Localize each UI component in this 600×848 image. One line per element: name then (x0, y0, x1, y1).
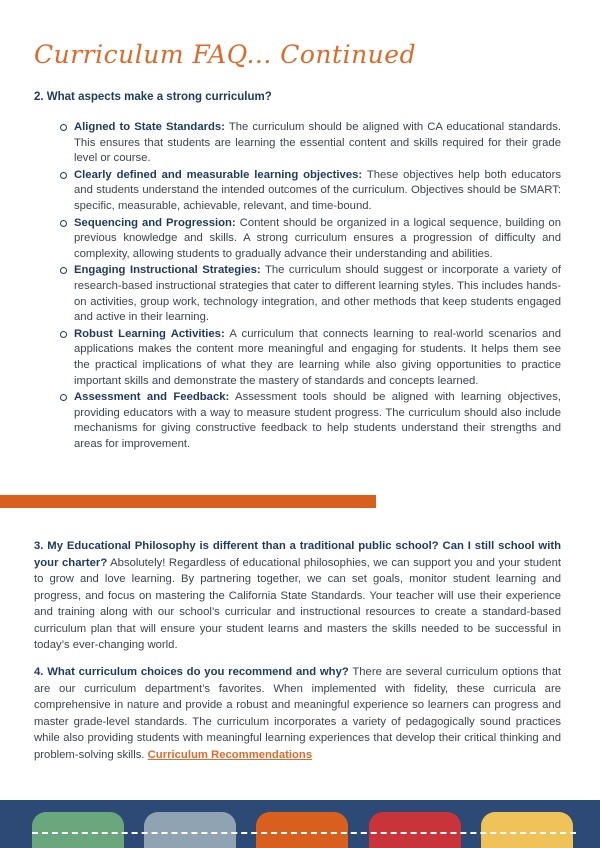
aspect-term: Assessment and Feedback: (74, 391, 230, 404)
list-item (58, 327, 561, 389)
aspect-text: Assessment tools should be aligned with learning objectives, providing educators with a way to measure student progress. The curriculum should also include mechanisms for giving constructive feedback to help students understand their strengths and areas for improvement. (74, 391, 561, 450)
list-item (58, 216, 561, 263)
question-3-paragraph (34, 538, 561, 654)
footer-tab-orange (256, 812, 348, 848)
curriculum-aspects-list (58, 120, 561, 453)
aspect-term: Clearly defined and measurable learning objectives: (74, 168, 363, 181)
list-item (58, 390, 561, 452)
footer-dashed-line (32, 832, 576, 834)
list-item (58, 263, 561, 325)
page-title: Curriculum FAQ... Continued (34, 40, 417, 69)
question-4-paragraph (34, 664, 561, 763)
aspect-term: Robust Learning Activities: (74, 327, 225, 340)
footer-tab-green (32, 812, 124, 848)
footer-banner (0, 800, 600, 848)
curriculum-recommendations-link[interactable]: Curriculum Recommendations (147, 748, 313, 761)
aspect-text: The curriculum should suggest or incorporate a variety of research-based instructional strategies that cater to different learning styles. This includes hands-on activities, group work, technology integration, and other methods that keep students engaged and active in their learning. (74, 264, 561, 324)
question-4-heading: 4. What curriculum choices do you recommend and why? (34, 666, 349, 678)
section-divider-bar (0, 495, 376, 508)
aspect-term: Aligned to State Standards: (74, 121, 225, 133)
circle-bullet-icon (60, 220, 67, 227)
question-4-answer: There are several curriculum options that are our curriculum department’s favorites. When implemented with fidelity, these curricula are comprehensive in nature and provide a robust and meaningful experience so learners can progress and master grade-level standards. The curriculum incorporates a variety of pedagogically sound practices while also providing students with meaningful learning experiences that develop their critical thinking and problem-solving skills. (34, 666, 561, 761)
list-item (58, 120, 561, 167)
aspect-text: The curriculum should be aligned with CA educational standards. This ensures that students are learning the essential content and skills required for their grade level or course. (74, 121, 561, 165)
footer-tab-gray (144, 812, 236, 848)
circle-bullet-icon (60, 394, 67, 401)
circle-bullet-icon (60, 124, 67, 131)
question-3-heading: 3. My Educational Philosophy is different than a traditional public school? Can I still school with your charter? (34, 540, 561, 569)
aspect-text: Content should be organized in a logical sequence, building on previous knowledge and skills. A strong curriculum ensures a progression of difficulty and complexity, allowing students to gradually advance their understanding and abilities. (74, 216, 561, 260)
aspect-text: A curriculum that connects learning to real-world scenarios and applications makes the content more meaningful and engaging for students. It helps them see the practical implications of what they are learning while also giving opportunities to practice important skills and demonstrate the mastery of standards and concepts learned. (74, 327, 561, 387)
list-item (58, 168, 561, 215)
question-2-heading: 2. What aspects make a strong curriculum? (34, 91, 272, 103)
circle-bullet-icon (60, 267, 67, 274)
question-3-answer: Absolutely! Regardless of educational philosophies, we can support you and your student to grow and love learning. By partnering together, we can set goals, monitor student learning and progress, and focus on mastering the California State Standards. Your teacher will use their experience and training along with our school’s curricular and instructional resources to create a standard-based curriculum plan that will ensure your student learns and masters the skills needed to be successful in today’s ever-changing world. (34, 556, 561, 651)
circle-bullet-icon (60, 172, 67, 179)
circle-bullet-icon (60, 331, 67, 338)
aspect-term: Engaging Instructional Strategies: (74, 264, 261, 277)
footer-tab-yellow (481, 812, 573, 848)
aspect-term: Sequencing and Progression: (74, 216, 236, 229)
footer-tab-red (369, 812, 461, 848)
aspect-text: These objectives help both educators and students understand the intended outcomes of the curriculum. Objectives should be SMART: specific, measurable, achievable, relevant, and time-bound. (74, 168, 561, 212)
